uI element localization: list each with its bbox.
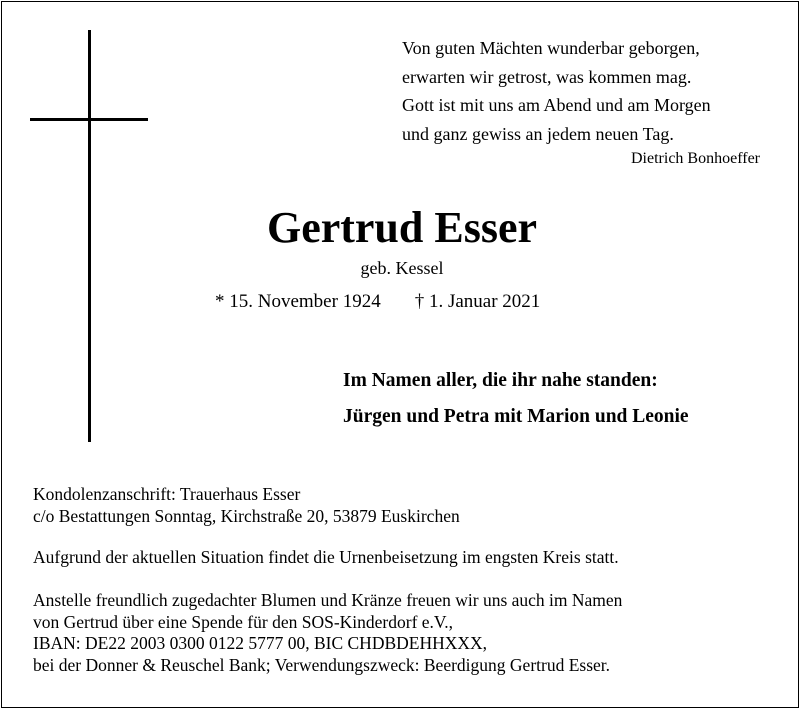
poem <box>402 34 782 148</box>
poem-author: Dietrich Bonhoeffer <box>631 150 760 167</box>
condolence-address <box>33 484 773 527</box>
poem-line: und ganz gewiss an jedem neuen Tag. <box>402 123 674 144</box>
situation-note: Aufgrund der aktuellen Situation findet die Urnenbeisetzung im engsten Kreis statt. <box>33 547 619 567</box>
mourners-intro: Im Namen aller, die ihr nahe standen: <box>343 370 658 391</box>
maiden-name: geb. Kessel <box>360 258 444 278</box>
mourners-names: Jürgen und Petra mit Marion und Leonie <box>343 406 689 427</box>
death-date: † 1. Januar 2021 <box>414 291 541 312</box>
condolence-line: Kondolenzanschrift: Trauerhaus Esser <box>33 484 301 504</box>
donation-line: bei der Donner & Reuschel Bank; Verwendungszweck: Beerdigung Gertrud Esser. <box>33 654 611 675</box>
cross-horizontal-bar <box>30 118 148 121</box>
donation-line: IBAN: DE22 2003 0300 0122 5777 00, BIC CHDBDEHHXXX, <box>33 633 488 653</box>
poem-line: erwarten wir getrost, was kommen mag. <box>402 66 692 87</box>
birth-date: * 15. November 1924 <box>215 291 381 312</box>
donation-line: von Gertrud über eine Spende für den SOS-Kinderdorf e.V., <box>33 611 454 632</box>
life-dates <box>215 291 540 313</box>
poem-line: Von guten Mächten wunderbar geborgen, <box>402 38 700 58</box>
donation-note <box>33 590 773 676</box>
donation-line: Anstelle freundlich zugedachter Blumen und Kränze freuen wir uns auch im Namen <box>33 590 623 610</box>
condolence-line: c/o Bestattungen Sonntag, Kirchstraße 20, 53879 Euskirchen <box>33 505 460 526</box>
obituary-notice <box>1 1 799 708</box>
deceased-name: Gertrud Esser <box>266 203 538 252</box>
poem-line: Gott ist mit uns am Abend und am Morgen <box>402 95 711 115</box>
